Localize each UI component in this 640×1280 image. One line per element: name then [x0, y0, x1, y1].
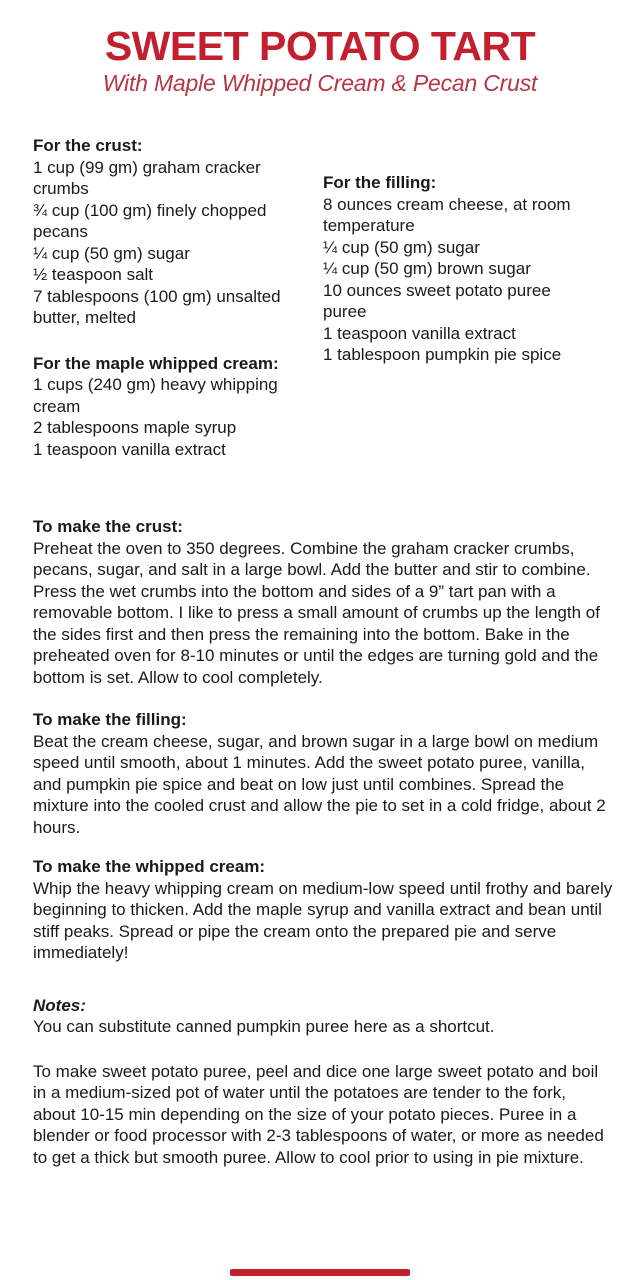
ingredient-item: ¼ cup (50 gm) sugar [33, 243, 190, 263]
make-crust-heading: To make the crust: [33, 517, 183, 537]
whipped-cream-heading: For the maple whipped cream: [33, 353, 279, 373]
page-title: SWEET POTATO TART [104, 23, 536, 69]
ingredient-item: ½ teaspoon salt [33, 265, 154, 285]
page-subtitle: With Maple Whipped Cream & Pecan Crust [102, 70, 538, 97]
ingredient-item: ¼ cup (50 gm) sugar [323, 237, 480, 257]
make-whipped-cream-body: Whip the heavy whipping cream on medium-low speed until frothy and barely beginning to thicken. Add the maple syrup and vanilla extract and bean until stiff peaks. Spread or pipe the cream onto the prepared pie and serve immediately! [33, 878, 613, 963]
section-notes [33, 995, 613, 1169]
whipped-cream-ingredients-group [33, 353, 301, 461]
ingredients-columns [0, 135, 640, 460]
footer-accent-bar [230, 1269, 410, 1276]
ingredient-item: 1 teaspoon vanilla extract [33, 439, 226, 459]
make-crust-body: Preheat the oven to 350 degrees. Combine the graham cracker crumbs, pecans, sugar, and salt in a large bowl. Add the butter and stir to combine. Press the wet crumbs into the bottom and sides of a 9” tart pan with a removable bottom. I like to press a small amount of crumbs up the length of the sides first and then press the remaining into the bottom. Bake in the preheated oven for 8-10 minutes or until the edges are turning gold and the bottom is set. Allow to cool completely. [33, 538, 600, 687]
section-make-whipped-cream [33, 856, 613, 964]
notes-heading: Notes: [33, 995, 86, 1015]
ingredient-item: 7 tablespoons (100 gm) unsalted butter, melted [33, 286, 281, 328]
make-filling-body: Beat the cream cheese, sugar, and brown sugar in a large bowl on medium speed until smooth, about 1 minutes. Add the sweet potato puree, vanilla, and pumpkin pie spice and beat on low just until combines. Spread the mixture into the cooled crust and allow the pie to set in a cold fridge, about 2 hours. [33, 731, 606, 837]
section-make-filling [33, 709, 613, 838]
filling-heading: For the filling: [323, 173, 437, 193]
make-whipped-cream-heading: To make the whipped cream: [33, 857, 266, 877]
ingredient-item: 10 ounces sweet potato puree puree [323, 280, 551, 322]
section-make-crust [33, 516, 613, 688]
notes-paragraph-1: You can substitute canned pumpkin puree here as a shortcut. [33, 1017, 495, 1037]
ingredients-right-column [323, 135, 581, 366]
ingredient-item: ¼ cup (50 gm) brown sugar [323, 259, 531, 279]
crust-heading: For the crust: [33, 136, 143, 156]
make-filling-heading: To make the filling: [33, 710, 187, 730]
ingredient-item: 1 cups (240 gm) heavy whipping cream [33, 375, 278, 416]
ingredients-left-column [33, 135, 301, 460]
ingredient-item: 1 cup (99 gm) graham cracker crumbs [33, 157, 261, 199]
ingredient-item: 2 tablespoons maple syrup [33, 418, 237, 438]
crust-ingredients-group [33, 135, 301, 329]
ingredient-item: 8 ounces cream cheese, at room temperature [323, 194, 571, 236]
ingredient-item: 1 tablespoon pumpkin pie spice [323, 345, 562, 365]
recipe-header [0, 0, 640, 96]
instructions-area [33, 516, 613, 1168]
notes-paragraph-2: To make sweet potato puree, peel and dice one large sweet potato and boil in a medium-sized pot of water until the potatoes are tender to the fork, about 10-15 min depending on the size of your potato pieces. Puree in a blender or food processor with 2-3 tablespoons of water, or more as needed to get a thick but smooth puree. Allow to cool prior to using in pie mixture. [33, 1061, 604, 1167]
ingredient-item: 1 teaspoon vanilla extract [323, 323, 516, 343]
filling-ingredients-group [323, 172, 581, 366]
ingredient-item: ¾ cup (100 gm) finely chopped pecans [33, 200, 267, 242]
